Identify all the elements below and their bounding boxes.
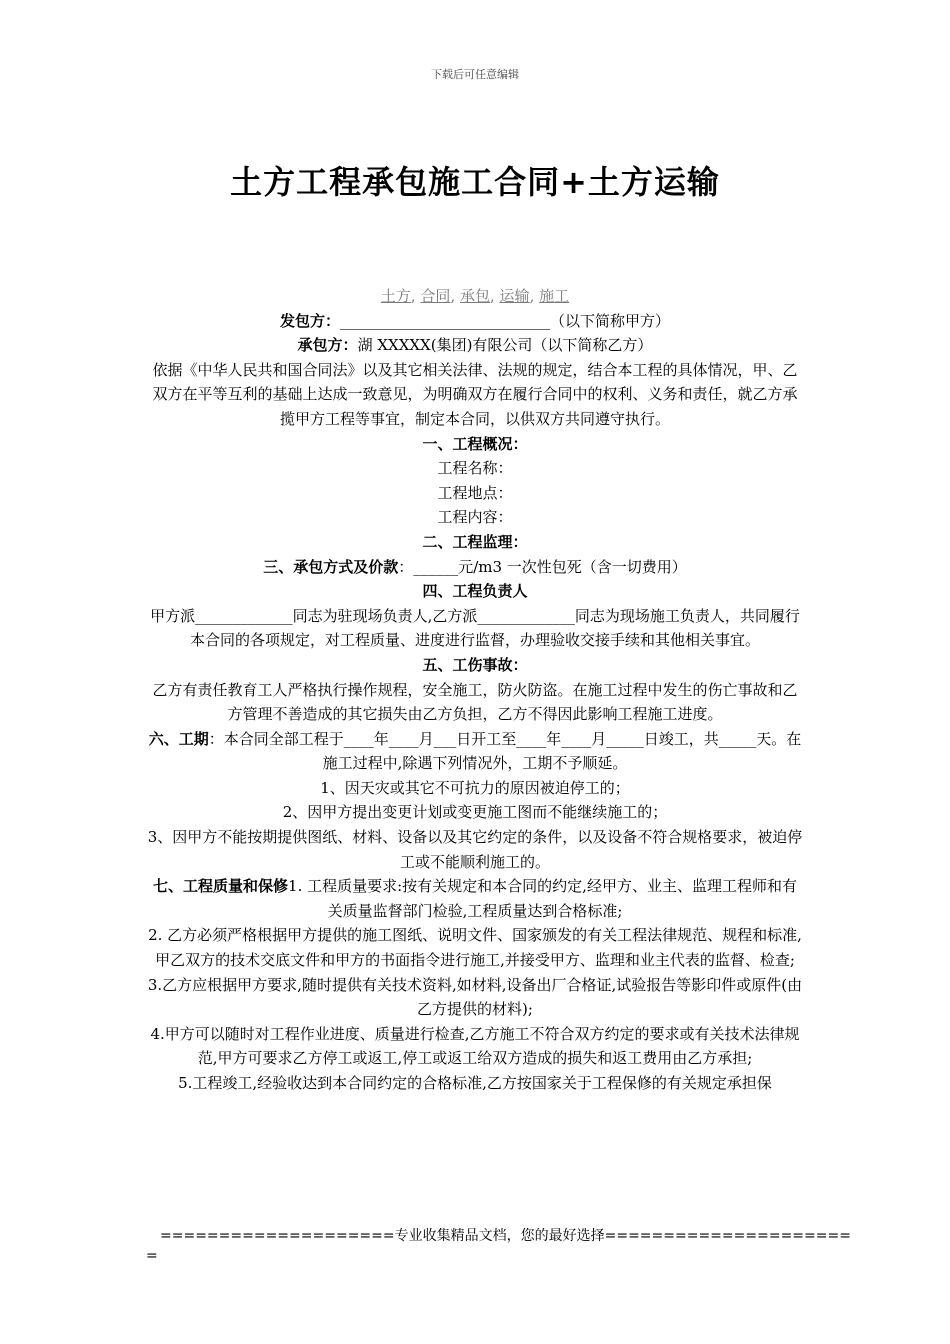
section-1-heading xyxy=(146,432,804,457)
section-7-item: 4.甲方可以随时对工程作业进度、质量进行检查,乙方施工不符合双方约定的要求或有关技术法律规范,甲方可要求乙方停工或返工,停工或返工给双方造成的损失和返工费用由乙方承担; xyxy=(150,1024,800,1068)
section-6-paragraph xyxy=(146,727,804,776)
footer-line: ====================专业收集精品文档，您的最好选择===================== xyxy=(160,1228,851,1244)
party-a-note: （以下简称甲方） xyxy=(550,311,671,330)
section-heading: 七、工程质量和保修 xyxy=(153,877,289,896)
keyword-links xyxy=(146,284,804,309)
section-5-text: 乙方有责任教育工人严格执行操作规程，安全施工，防火防盗。在施工过程中发生的伤亡事故和乙方管理不善造成的其它损失由乙方负担，乙方不得因此影响工程施工进度。 xyxy=(152,680,798,724)
project-location-line: 工程地点： xyxy=(437,483,513,502)
section-7-item: 5.工程竣工,经验收达到本合同约定的合格标准,乙方按国家关于工程保修的有关规定承担保 xyxy=(178,1074,772,1092)
keyword-separator: , xyxy=(410,287,421,305)
project-content-line: 工程内容： xyxy=(437,508,513,527)
section-heading: 四、工程负责人 xyxy=(422,582,528,601)
section-heading: 六、工期 xyxy=(148,729,209,748)
keyword-separator: , xyxy=(529,287,540,305)
keyword-link[interactable]: 运输 xyxy=(499,287,530,305)
section-7-item: 2. 乙方必须严格根据甲方提供的施工图纸、说明文件、国家颁发的有关工程法律规范、规程和标准,甲乙双方的技术交底文件和甲方的书面指令进行施工,并接受甲方、监理和业主代表的监督、检查; xyxy=(148,926,802,970)
section-7-paragraph xyxy=(146,874,804,923)
section-heading: 三、承包方式及价款 xyxy=(263,557,399,576)
section-4-text: 甲方派_____________同志为驻现场负责人,乙方派_____________同志为现场施工负责人，共同履行本合同的各项规定，对工程质量、进度进行监督，办理验收交接手续和其他相关事宜。 xyxy=(150,606,800,650)
contract-body xyxy=(146,284,804,1096)
section-6-text: ：本合同全部工程于____年____月___日开工至____年____月_____日竣工，共_____天。在施工过程中,除遇下列情况外，工期不予顺延。 xyxy=(208,729,802,773)
header-note: 下载后可任意编辑 xyxy=(431,68,519,81)
footer-line: = xyxy=(146,1248,158,1264)
section-3-text: ：______元/m3 一次性包死（含一切费用） xyxy=(398,557,687,576)
document-title: 土方工程承包施工合同+土方运输 xyxy=(230,163,720,201)
section-heading: 二、工程监理： xyxy=(422,532,528,551)
party-a-blank: ____________________________ xyxy=(340,311,550,330)
party-b-line xyxy=(146,333,804,358)
section-5-heading xyxy=(146,653,804,678)
section-4-heading xyxy=(146,579,804,604)
section-heading: 五、工伤事故： xyxy=(422,655,528,674)
project-name-line: 工程名称： xyxy=(437,459,513,478)
keyword-link[interactable]: 合同 xyxy=(420,287,451,305)
section-3-line xyxy=(146,555,804,580)
keyword-link[interactable]: 土方 xyxy=(380,287,411,305)
section-2-heading xyxy=(146,530,804,555)
section-6-item: 2、因甲方提出变更计划或变更施工图而不能继续施工的； xyxy=(282,803,668,822)
section-6-item: 1、因天灾或其它不可抗力的原因被迫停工的； xyxy=(320,778,630,797)
section-heading: 一、工程概况： xyxy=(422,434,528,453)
intro-paragraph: 依据《中华人民共和国合同法》以及其它相关法律、法规的规定，结合本工程的具体情况，甲、乙双方在平等互利的基础上达成一致意见，为明确双方在履行合同中的权利、义务和责任，就乙方承揽甲方工程等事宜，制定本合同，以供双方共同遵守执行。 xyxy=(152,360,798,428)
section-6-item: 3、因甲方不能按期提供图纸、材料、设备以及其它约定的条件，以及设备不符合规格要求，被迫停工或不能顺利施工的。 xyxy=(147,828,803,871)
party-b-label: 承包方： xyxy=(297,336,358,355)
party-b-value: 湖 XXXXX(集团)有限公司（以下简称乙方） xyxy=(357,336,653,355)
keyword-link[interactable]: 施工 xyxy=(539,287,570,305)
party-a-label: 发包方： xyxy=(279,311,340,330)
section-7-item: 1. 工程质量要求:按有关规定和本合同的约定,经甲方、业主、监理工程师和有关质量监督部门检验,工程质量达到合格标准; xyxy=(288,877,797,920)
section-7-item: 3.乙方应根据甲方要求,随时提供有关技术资料,如材料,设备出厂合格证,试验报告等影印件或原件(由乙方提供的材料); xyxy=(147,975,803,1019)
party-a-line xyxy=(146,309,804,334)
keyword-separator: , xyxy=(490,287,500,305)
keyword-separator: , xyxy=(450,287,460,305)
keyword-link[interactable]: 承包 xyxy=(459,287,490,305)
page-footer xyxy=(146,1226,851,1266)
